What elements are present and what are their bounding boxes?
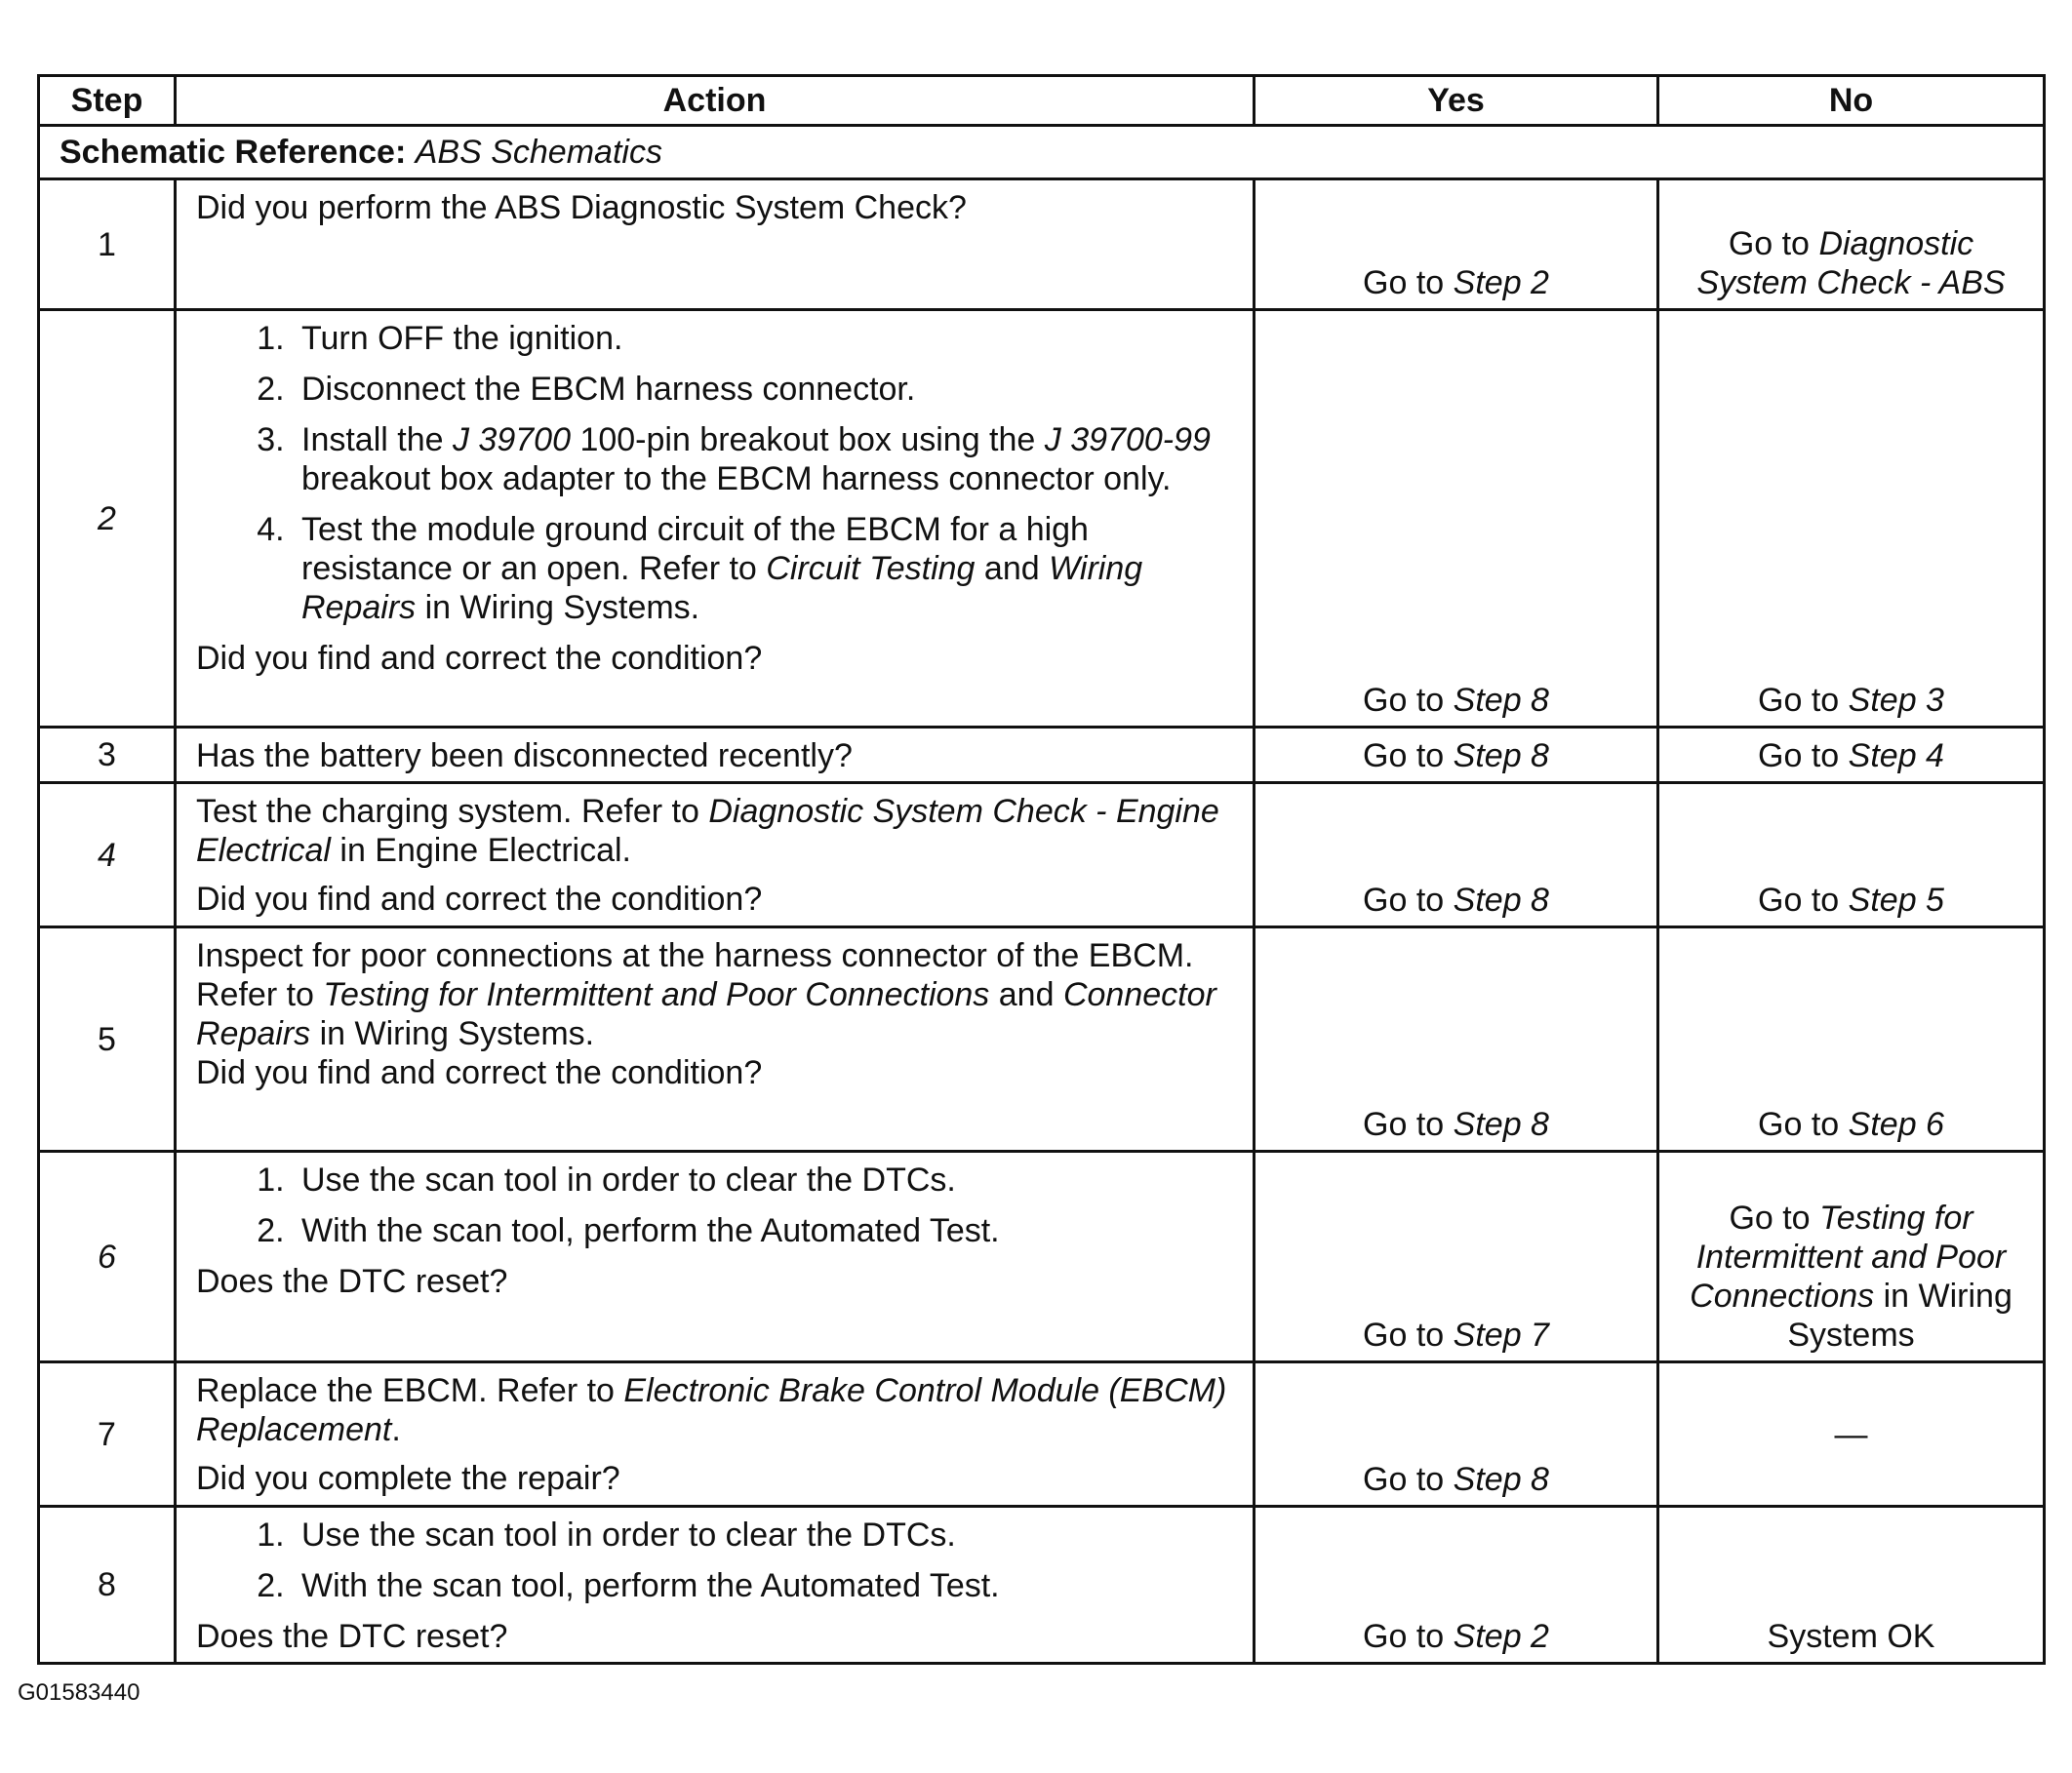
tool-ref: J 39700 xyxy=(452,421,571,458)
step-row-8 xyxy=(39,1507,2045,1664)
no-cell: Go to Step 4 xyxy=(1658,728,2045,783)
action-steps xyxy=(196,1161,1233,1250)
step-row-3 xyxy=(39,728,2045,783)
header-yes: Yes xyxy=(1255,76,1658,126)
action-step: 1. Turn OFF the ignition. xyxy=(294,319,1233,358)
yes-cell: Go to Step 2 xyxy=(1255,1507,1658,1664)
no-cell: Go to Step 5 xyxy=(1658,783,2045,927)
action-cell xyxy=(176,1152,1255,1362)
action-text: Replace the EBCM. Refer to Electronic Brake Control Module (EBCM) Replacement. xyxy=(196,1372,1227,1448)
no-link[interactable]: Step 5 xyxy=(1848,882,1944,919)
action-question: Does the DTC reset? xyxy=(196,1618,508,1655)
step-number: 4 xyxy=(39,783,176,927)
yes-cell: Go to Step 8 xyxy=(1255,927,1658,1152)
action-step: 1. Use the scan tool in order to clear the DTCs. xyxy=(294,1516,1233,1555)
yes-prefix: Go to xyxy=(1363,264,1445,301)
ref-link[interactable]: Wiring Repairs xyxy=(301,550,1143,626)
yes-link[interactable]: Step 7 xyxy=(1453,1317,1549,1354)
ref-link[interactable]: Circuit Testing xyxy=(766,550,976,587)
no-cell: Go to Testing for Intermittent and Poor Connections in Wiring Systems xyxy=(1658,1152,2045,1362)
yes-link[interactable]: Step 8 xyxy=(1453,1106,1549,1143)
no-prefix: Go to xyxy=(1728,225,1810,262)
step-row-4 xyxy=(39,783,2045,927)
action-step: 3. Install the J 39700 100-pin breakout box using the J 39700-99 breakout box adapter to the EBCM harness connector only. xyxy=(294,420,1233,498)
yes-link[interactable]: Step 2 xyxy=(1453,1618,1549,1655)
action-steps xyxy=(196,319,1233,627)
header-action: Action xyxy=(176,76,1255,126)
schematic-label: Schematic Reference: xyxy=(60,134,407,171)
step-row-7 xyxy=(39,1362,2045,1507)
no-cell: Go to Step 3 xyxy=(1658,310,2045,728)
step-number: 8 xyxy=(39,1507,176,1664)
no-cell xyxy=(1658,179,2045,310)
yes-cell: Go to Step 8 xyxy=(1255,1362,1658,1507)
action-cell xyxy=(176,783,1255,927)
action-cell xyxy=(176,927,1255,1152)
tool-ref: J 39700-99 xyxy=(1044,421,1211,458)
no-link[interactable]: Step 3 xyxy=(1848,682,1944,719)
action-question: Did you find and correct the condition? xyxy=(196,881,763,918)
no-link[interactable]: Step 4 xyxy=(1848,737,1944,774)
step-number: 7 xyxy=(39,1362,176,1507)
no-link[interactable]: Testing for Intermittent and Poor Connections xyxy=(1690,1200,2007,1315)
action-cell xyxy=(176,179,1255,310)
schematic-row xyxy=(39,126,2045,179)
schematic-reference xyxy=(39,126,2045,179)
step-number: 5 xyxy=(39,927,176,1152)
action-step: 4. Test the module ground circuit of the EBCM for a high resistance or an open. Refer to Circuit Testing and Wiring Repairs in Wiring Systems. xyxy=(294,510,1233,627)
step-row-6 xyxy=(39,1152,2045,1362)
action-step: 2. With the scan tool, perform the Automated Test. xyxy=(294,1211,1233,1250)
no-link[interactable]: Diagnostic xyxy=(1818,225,1974,262)
action-question: Did you find and correct the condition? xyxy=(196,1054,763,1091)
figure-id: G01583440 xyxy=(18,1679,140,1706)
ref-link[interactable]: Testing for Intermittent and Poor Connections xyxy=(323,976,990,1013)
ref-link[interactable]: Connector Repairs xyxy=(196,976,1216,1052)
yes-cell xyxy=(1255,179,1658,310)
action-cell xyxy=(176,728,1255,783)
step-row-2 xyxy=(39,310,2045,728)
yes-link[interactable]: Step 2 xyxy=(1453,264,1549,301)
action-cell xyxy=(176,1362,1255,1507)
action-step: 2. Disconnect the EBCM harness connector. xyxy=(294,370,1233,409)
header-step: Step xyxy=(39,76,176,126)
action-question: Did you find and correct the condition? xyxy=(196,640,763,677)
action-question: Has the battery been disconnected recently? xyxy=(196,737,853,774)
yes-cell: Go to Step 7 xyxy=(1255,1152,1658,1362)
action-text: Inspect for poor connections at the harness connector of the EBCM. Refer to Testing for Intermittent and Poor Connections and Connector Repairs in Wiring Systems. xyxy=(196,937,1216,1052)
yes-link[interactable]: Step 8 xyxy=(1453,682,1549,719)
action-step: 1. Use the scan tool in order to clear the DTCs. xyxy=(294,1161,1233,1200)
no-cell: System OK xyxy=(1658,1507,2045,1664)
step-number: 1 xyxy=(39,179,176,310)
action-question: Did you complete the repair? xyxy=(196,1460,620,1497)
action-question: Does the DTC reset? xyxy=(196,1263,508,1300)
header-row xyxy=(39,76,2045,126)
action-step: 2. With the scan tool, perform the Automated Test. xyxy=(294,1566,1233,1605)
step-row-5 xyxy=(39,927,2045,1152)
step-row-1 xyxy=(39,179,2045,310)
no-link[interactable]: Step 6 xyxy=(1848,1106,1944,1143)
yes-link[interactable]: Step 8 xyxy=(1453,882,1549,919)
no-link-cont[interactable]: System Check - ABS xyxy=(1696,264,2006,301)
action-question: Did you perform the ABS Diagnostic System Check? xyxy=(196,189,967,226)
yes-link[interactable]: Step 8 xyxy=(1453,737,1549,774)
yes-cell: Go to Step 8 xyxy=(1255,310,1658,728)
action-cell xyxy=(176,1507,1255,1664)
step-number: 6 xyxy=(39,1152,176,1362)
diagnostic-table xyxy=(37,74,2046,1665)
action-cell xyxy=(176,310,1255,728)
ref-link[interactable]: Electronic Brake Control Module (EBCM) Replacement xyxy=(196,1372,1227,1448)
step-number: 3 xyxy=(39,728,176,783)
schematic-value: ABS Schematics xyxy=(415,134,662,171)
header-no: No xyxy=(1658,76,2045,126)
yes-cell: Go to Step 8 xyxy=(1255,728,1658,783)
no-cell: — xyxy=(1658,1362,2045,1507)
yes-cell: Go to Step 8 xyxy=(1255,783,1658,927)
yes-link[interactable]: Step 8 xyxy=(1453,1461,1549,1498)
no-cell: Go to Step 6 xyxy=(1658,927,2045,1152)
step-number: 2 xyxy=(39,310,176,728)
action-text: Test the charging system. Refer to Diagnostic System Check - Engine Electrical in Engine Electrical. xyxy=(196,793,1219,869)
ref-link[interactable]: Diagnostic System Check - Engine Electrical xyxy=(196,793,1219,869)
action-steps xyxy=(196,1516,1233,1605)
